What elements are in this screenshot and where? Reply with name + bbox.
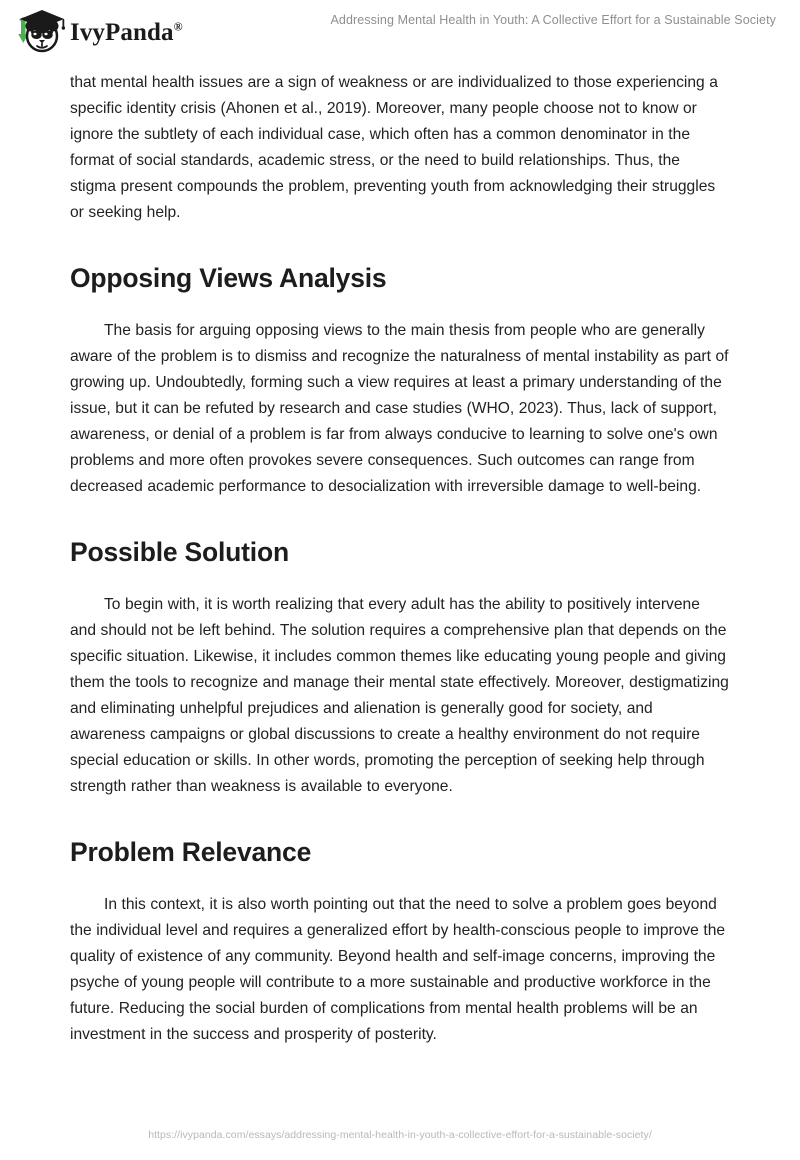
body-paragraph: that mental health issues are a sign of weakness or are individualized to those experiencing a specific identity crisis (Ahonen et al., 2019). Moreover, many people choose not to know or ignore the subtlety of each individual case, which often has a common denominator in the format of social standards, academic stress, or the need to build relationships. Thus, the stigma present compounds the problem, preventing youth from acknowledging their struggles or seeking help.: [70, 74, 718, 221]
page-header: [0, 0, 800, 62]
body-paragraph: In this context, it is also worth pointing out that the need to solve a problem goes beyond the individual level and requires a generalized effort by health-conscious people to improve the quality of existence of any community. Beyond health and self-image concerns, improving the psyche of young people will contribute to a more sustainable and productive workforce in the future. Reducing the social burden of complications from mental health problems will be an investment in the success and prosperity of posterity.: [70, 896, 726, 1043]
document-title-header: Addressing Mental Health in Youth: A Collective Effort for a Sustainable Society: [330, 13, 776, 27]
section-heading-possible-solution: Possible Solution: [70, 537, 289, 567]
spacer: [70, 568, 730, 592]
brand-name-text: IvyPanda: [70, 18, 174, 46]
registered-trademark-icon: ®: [173, 19, 183, 34]
spacer: [70, 226, 730, 262]
body-paragraph: To begin with, it is worth realizing that every adult has the ability to positively intervene and should not be left behind. The solution requires a comprehensive plan that depends on the specific situation. Likewise, it includes common themes like educating young people and giving them the tools to recognize and manage their mental state effectively. Moreover, destigmatizing and eliminating unhelpful prejudices and alienation is generally good for society, and awareness campaigns or global discussions to create a healthy environment do not require special education or skills. In other words, promoting the perception of seeking help through strength rather than weakness is available to everyone.: [70, 596, 729, 795]
document-content: [70, 70, 730, 1048]
spacer: [70, 868, 730, 892]
spacer: [70, 800, 730, 836]
spacer: [70, 294, 730, 318]
body-paragraph: The basis for arguing opposing views to the main thesis from people who are generally aware of the problem is to dismiss and recognize the naturalness of mental instability as part of growing up. Undoubtedly, forming such a view requires at least a primary understanding of the issue, but it can be refuted by research and case studies (WHO, 2023). Thus, lack of support, awareness, or denial of a problem is far from always conducive to learning to solve one's own problems and more often provokes severe consequences. Such outcomes can range from decreased academic performance to desocialization with irreversible damage to well-being.: [70, 322, 729, 495]
section-heading-problem-relevance: Problem Relevance: [70, 837, 312, 867]
footer-source-url[interactable]: https://ivypanda.com/essays/addressing-mental-health-in-youth-a-collective-effort-for-a-sustainable-society/: [148, 1129, 652, 1141]
spacer: [70, 500, 730, 536]
section-heading-opposing-views: Opposing Views Analysis: [70, 263, 387, 293]
